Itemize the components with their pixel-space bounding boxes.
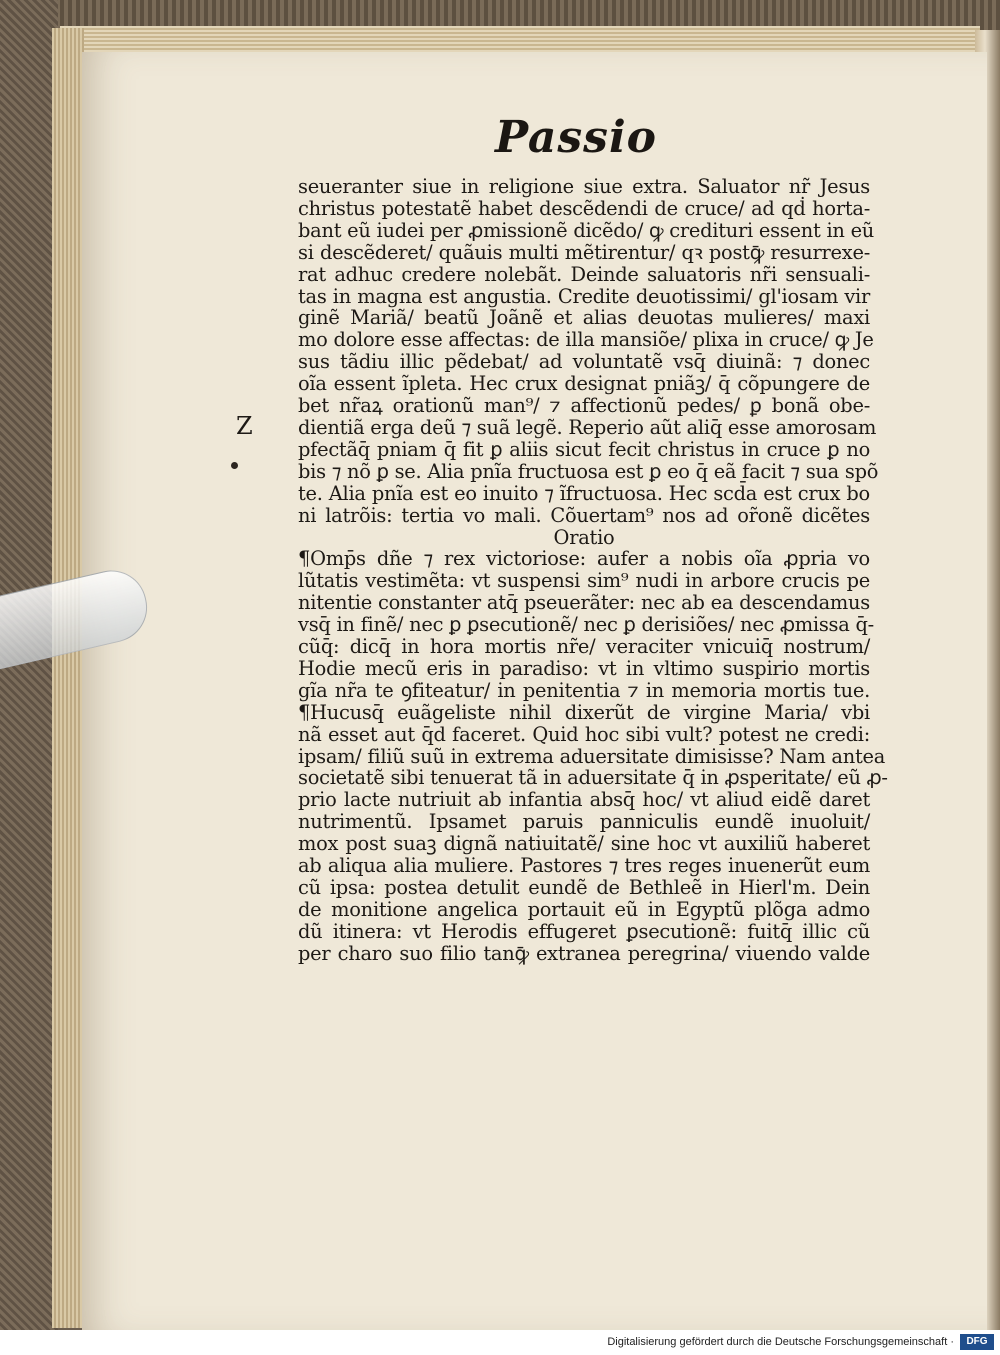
text-line: oĩa essent ĩpleta. Hec crux designat pniãꝫ/ q̄ cõpungere de [298,372,870,396]
text-line: tas in magna est angustia. Credite deuotissimi/ gl'iosam vir [298,284,870,308]
text-line: ipsam/ filiũ suũ in extrema aduersitate dimisisse? Nam antea [298,744,886,768]
text-line: rat adhuc credere nolebãt. Deinde saluatoris nr̃i sensuali- [298,262,870,286]
text-line: societatẽ sibi tenuerat tã in aduersitate q̄ in ꝓsperitate/ eũ ꝓ- [298,766,888,790]
text-line: vsq̄ in finẽ/ nec ꝑ ꝑsecutionẽ/ nec ꝑ derisiões/ nec ꝓmissa q̄- [298,613,874,637]
text-line: cũq̄: dicq̄ in hora mortis nr̃e/ veraciter vnicuiq̄ nostrum/ [298,635,870,659]
text-line: nitentie constanter atq̄ pseuerãter: nec ab ea descendamus [298,591,870,615]
text-line: si descẽderet/ quãuis multi mẽtirentur/ qꝛ postꝙ̄ resurrexe- [298,240,870,264]
text-line: bet nr̃aꝝ orationũ man⁹/ ⁊ affectionũ pedes/ ꝑ bonã obe- [298,394,870,418]
text-line: ginẽ Mariã/ beatũ Joãnẽ et alias deuotas mulieres/ maxi [298,306,870,330]
text-line: dũ itinera: vt Herodis effugeret ꝑsecutionẽ: fuitq̄ illic cũ [298,919,870,943]
funding-credit: Digitalisierung gefördert durch die Deutsche Forschungsgemeinschaft · [607,1336,954,1348]
text-line: mo dolore esse affectas: de illa mansiõe/ plixa in cruce/ ꝙ Je [298,328,874,352]
text-line: ab aliqua alia muliere. Pastores ⁊ tres reges inuenerũt eum [298,854,870,878]
text-line: per charo suo filio tanꝙ̄ extranea peregrina/ viuendo valde [298,941,870,965]
text-line: nã esset aut q̄d faceret. Quid hoc sibi vult? potest ne credi: [298,722,870,746]
text-line: bant eũ iudei per ꝓmissionẽ dicẽdo/ ꝙ credituri essent in eũ [298,218,875,242]
oratio-heading: Oratio [553,525,615,549]
text-line: ¶Omp̄s dñe ⁊ rex victoriose: aufer a nobis oĩa ꝓpria vo [298,547,870,571]
text-line: bis ⁊ nõ ꝑ se. Alia pnĩa fructuosa est ꝑ eo q̄ eã facit ⁊ sua spõ [298,459,879,483]
text-line: te. Alia pnĩa est eo inuito ⁊ ĩfructuosa. Hec scd̄a est crux bo [298,481,870,505]
page-edges-left [52,28,84,1328]
text-line: Hodie mecũ eris in paradiso: vt in vltimo suspirio mortis [298,656,870,680]
marginal-mark: Z [236,412,253,440]
text-line: ni latrõis: tertia vo mali. Cõuertam⁹ nos ad or̃onẽ dicẽtes [298,503,870,527]
text-line: dientiã erga deũ ⁊ suã legẽ. Reperio aũt aliq̄ esse amorosam [298,415,877,439]
page-edges-top [60,26,980,54]
text-line: pfectãq̄ pniam q̄ fit ꝑ aliis sicut fecit christus in cruce ꝑ no [298,437,870,461]
footer-bar [0,1330,1000,1355]
dfg-logo: DFG [960,1334,994,1350]
text-line: seueranter siue in religione siue extra. Saluator nr̃ Jesus [298,175,870,198]
text-line: de monitione angelica portauit eũ in Egyptũ plõga admo [298,897,870,921]
text-line: sus tãdiu illic pẽdebat/ ad voluntatẽ vsq̄ diuinã: ⁊ donec [298,350,870,374]
running-head: Passio [495,112,658,163]
text-line: lũtatis vestimẽta: vt suspensi sim⁹ nudi in arbore crucis pe [298,569,870,593]
text-line: cũ ipsa: postea detulit eundẽ de Bethleẽ in Hierl'm. Dein [298,876,870,899]
text-line: ¶Hucusq̄ euãgeliste nihil dixerũt de virgine Maria/ vbi [298,700,870,724]
text-line: gĩa nr̃a te ꝯfiteatur/ in penitentia ⁊ in memoria mortis tue. [298,678,870,702]
text-line: mox post suaꝫ dignã natiuitatẽ/ sine hoc vt auxiliũ haberet [298,832,870,856]
ink-dot [231,462,238,469]
text-line: nutrimentũ. Ipsamet paruis panniculis eundẽ inuoluit/ [298,810,870,834]
text-block [298,175,888,965]
text-line: prio lacte nutriuit ab infantia absq̄ hoc/ vt aliud eidẽ daret [298,788,870,812]
text-line: christus potestatẽ habet descẽdendi de cruce/ ad qḋ horta- [298,196,870,220]
